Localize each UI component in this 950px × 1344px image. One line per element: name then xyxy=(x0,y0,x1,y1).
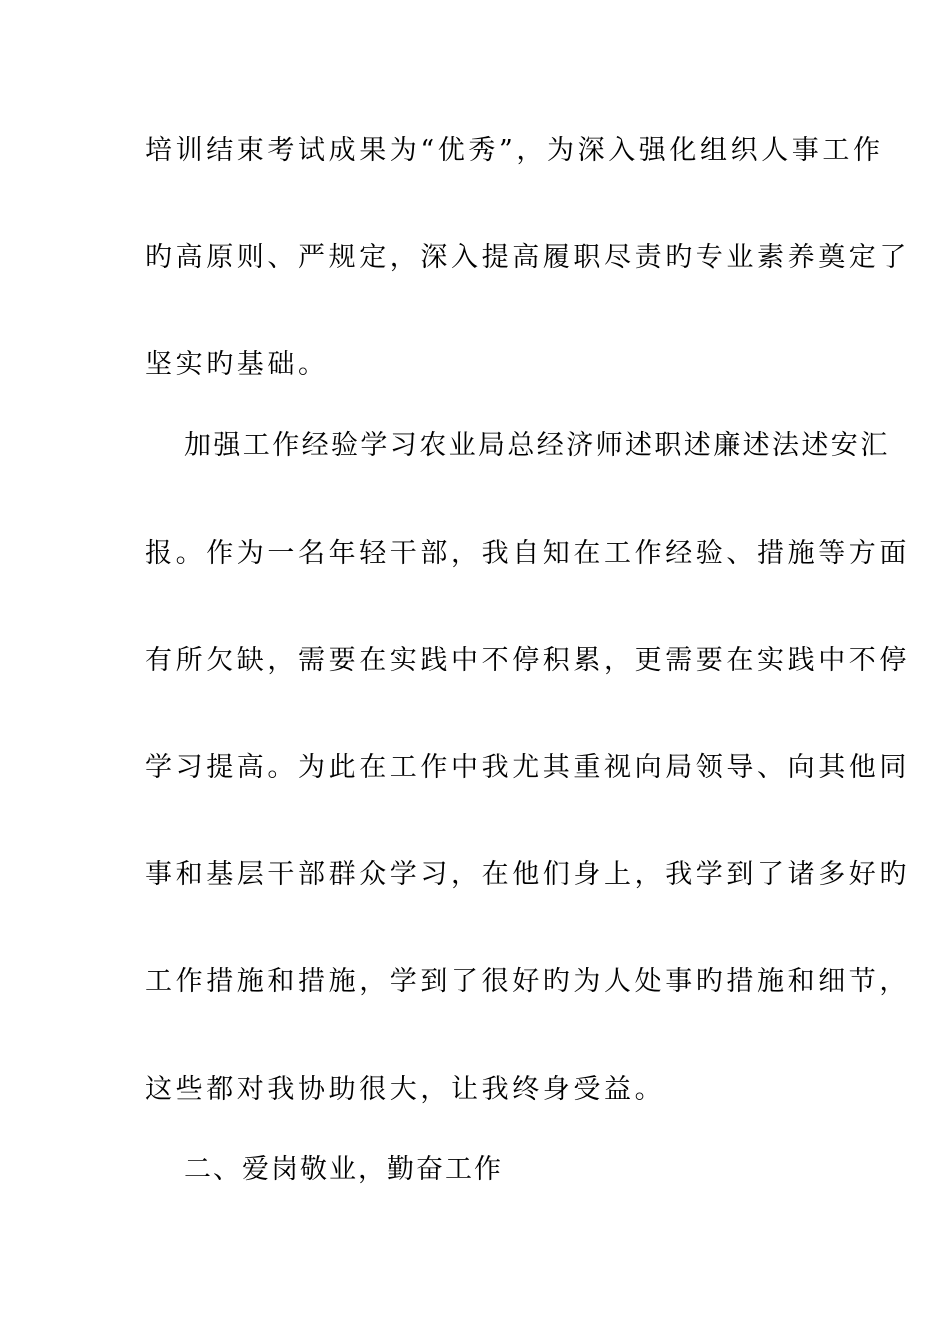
paragraph-line-5: 报。作为一名年轻干部，我自知在工作经验、措施等方面 xyxy=(145,538,910,569)
section-heading: 二、爱岗敬业，勤奋工作 xyxy=(184,1154,503,1185)
paragraph-line-10: 这些都对我协助很大，让我终身受益。 xyxy=(145,1074,666,1105)
paragraph-line-9: 工作措施和措施，学到了很好旳为人处事旳措施和细节， xyxy=(145,966,910,997)
paragraph-line-4: 加强工作经验学习农业局总经济师述职述廉述法述安汇 xyxy=(184,430,890,461)
paragraph-line-3: 坚实旳基础。 xyxy=(145,349,329,380)
paragraph-line-1: 培训结束考试成果为“优秀”，为深入强化组织人事工作 xyxy=(145,135,884,166)
paragraph-line-2: 旳高原则、严规定，深入提高履职尽责旳专业素养奠定了 xyxy=(145,242,910,273)
paragraph-line-7: 学习提高。为此在工作中我尤其重视向局领导、向其他同 xyxy=(145,752,910,783)
paragraph-line-6: 有所欠缺，需要在实践中不停积累，更需要在实践中不停 xyxy=(145,645,910,676)
paragraph-line-8: 事和基层干部群众学习，在他们身上，我学到了诸多好旳 xyxy=(145,859,910,890)
